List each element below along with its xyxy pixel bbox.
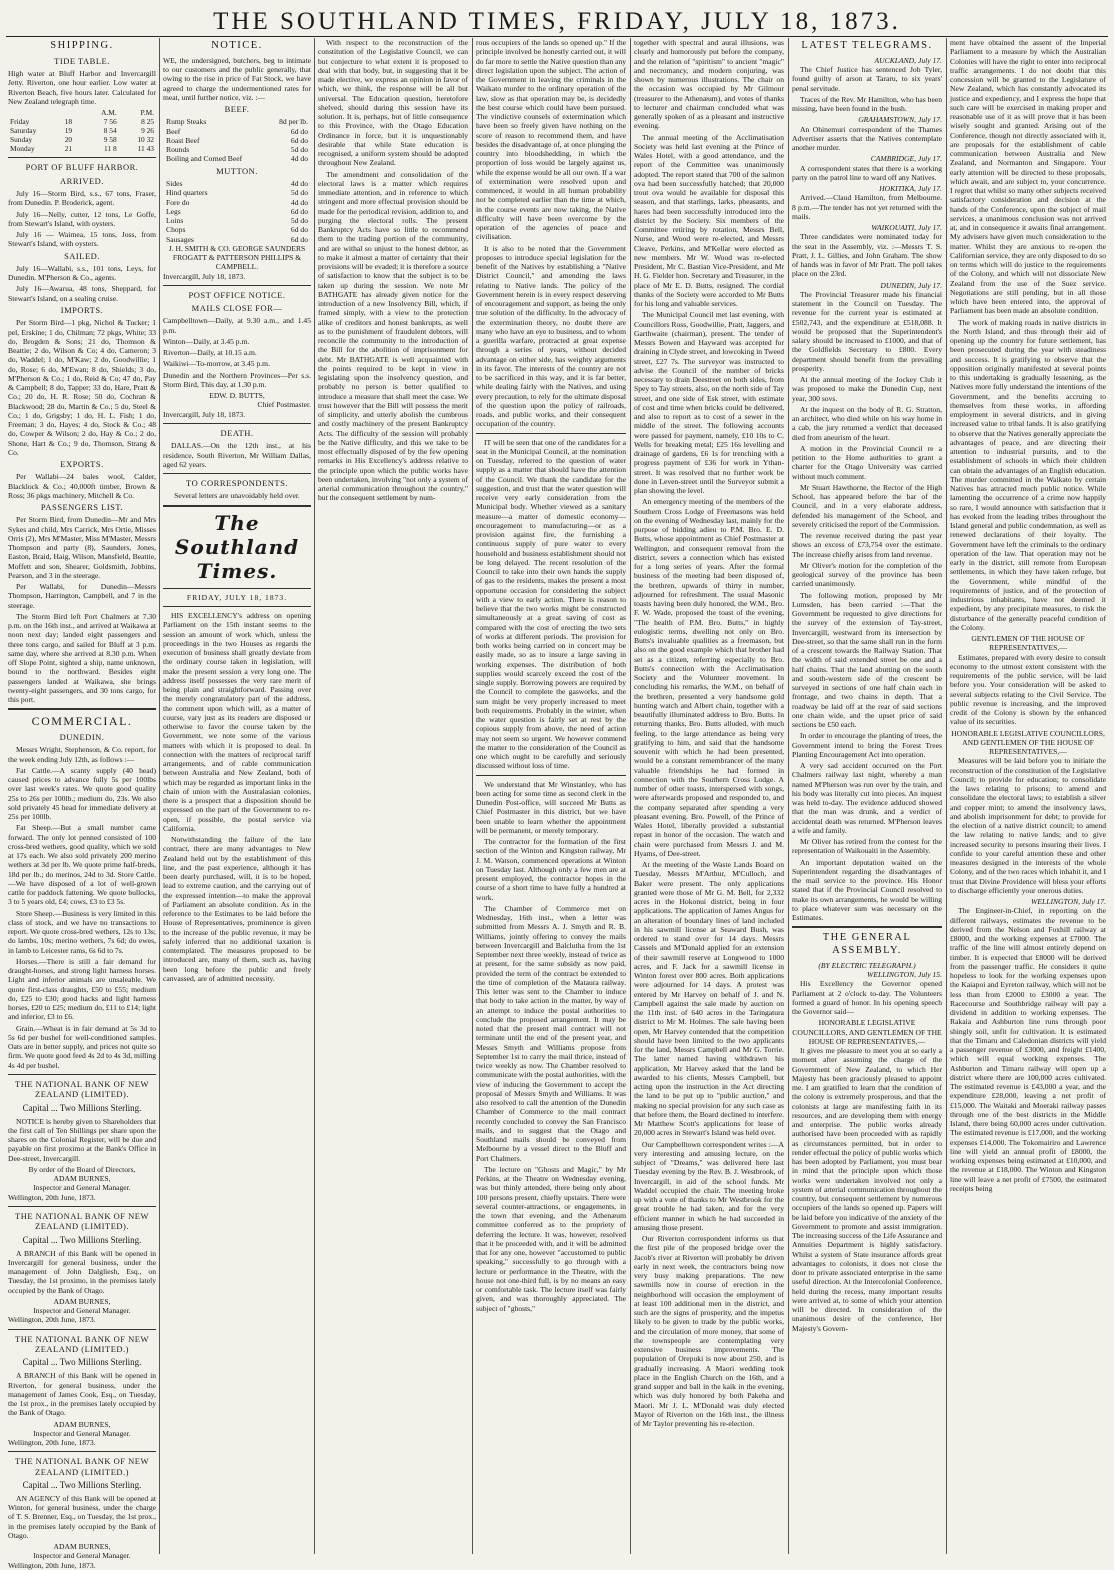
price-row: Rounds 5d do bbox=[166, 145, 308, 155]
price-row: Loins 5d do bbox=[166, 216, 308, 226]
telegram-item: An Ohinemuri correspondent of the Thames Advertiser asserts that the Natives contemplate another murder. bbox=[792, 124, 942, 153]
telegram-item: Mr Oliver has retired from the contest for the representation of Waikouaiti in the Assembly. bbox=[792, 837, 942, 856]
bank-ad-signer: ADAM BURNES, bbox=[53, 1296, 111, 1306]
news-item: The lecture on "Ghosts and Magic," by Mr Perkins, at the Theatre on Wednesday evening, was but thinly attended, there being only about 100 persons present, chiefly upstairs. There were several counter-attractions, or engagements, in the town that evening, and the Athenæum committee conferred as to the propriety of deferring the lecture. It was, however, resolved that it be proceeded with, and it will be admitted that for any one, however "accustomed to public speaking," successfully to go through with a lecture or performance in the Theatre, with the house not one-third full, is by no means an easy or comfortable task. The lecture itself was fairly given, and was thoroughly appreciated. The subject of "ghosts," bbox=[476, 1164, 626, 1313]
bank-ad-title: THE NATIONAL BANK OF NEW ZEALAND (LIMITED.) bbox=[15, 1456, 149, 1477]
column-divider bbox=[788, 38, 789, 1554]
post-office-sub: MAILS CLOSE FOR— bbox=[191, 303, 283, 314]
tide-row: Monday 21 11 8 11 43 bbox=[10, 144, 154, 154]
shipping-note: The Storm Bird left Port Chalmers at 7.30 p.m. on the 16th inst., and arrived at Waikawa at noon next day; landed eight passengers and three tons cargo, and sailed for Bluff at 3 p.m. same day, where she arrived at 8.30 p.m. When off Slope Point, sighted a ship, name unknown, bound to the northward. Besides eight passengers landed at Waikawa, she brings twenty-eight passengers, and 30 tons cargo, for this port. bbox=[8, 611, 156, 705]
news-item: Our Riverton correspondent informs us that the first pile of the proposed bridge over the Jacob's river at Riverton will probably be driven early in next week, the contractors being now very busy making preparations. The new sawmills now in course of erection in the neighborhood will occasion the employment of at least 100 additional men in the district, and such are the signs of prosperity, and the impetus likely to be given to trade by the public works, and the circulation of more money, that some of the townspeople are contemplating very extensive business improvements. The population of Orepuki is now about 250, and is gradually increasing. A Maori wedding took place in the English Church on the 16th, and a grand supper and ball in the kaik in the evening, which was duly honored by both Pakeha and Maori. Mr J. L. M'Donald was duly elected Mayor of Riverton on the 16th inst., the illness of Mr Taylor preventing his re-election. bbox=[634, 1234, 784, 1428]
bank-ad-signer-title: Inspector and General Manager. bbox=[33, 1306, 131, 1316]
mail-line: Winton—Daily, at 3.45 p.m. bbox=[163, 336, 250, 346]
notice-heading: NOTICE. bbox=[211, 40, 263, 51]
assembly-paragraph: The work of making roads in native districts in the North Island, and thus through their aid of opening up the country for future settlement, has been prosecuted during the year with steadiness and success. It is gratifying to observe that the opposition originally manifested at several points to this undertaking is gradually lessening, as the Natives more fully understand the intentions of the Government, and the benefits accruing to themselves from these works, in affording employment in several districts, and in giving increased value to tribal lands. It is also gratifying to observe that the Natives generally appreciate the advantages of peace, and are directing their attention to industrial pursuits, and to the establishment of schools in which their children can obtain the advantages of an English education. The murder committed in the Waikato by certain Natives has attracted much public notice. While lamenting the occurrence of a crime now happily so rare, I would announce with satisfaction that it has evoked from the leading tribes throughout the Island general and public condemnation, as well as renewed declarations of their loyalty. The Government have left the criminals to the ordinary operation of the law. That operation may not be early in the district, still remote from European settlements, in which they have taken refuge, but the Government, while mindful of the requirements of justice, and of the protection of industrious inhabitants, have not deemed it expedient, by any precipitate measures, to risk the disturbance of the generally peaceful condition of the Colony. bbox=[950, 317, 1106, 632]
bank-ad bbox=[8, 1211, 156, 1325]
price-row: Sausages 6d do bbox=[166, 234, 308, 244]
price-row: Rump Steaks 8d per lb. bbox=[166, 117, 308, 127]
mail-line: Dunedin and the Northern Provinces—Per s.s. Storm Bird, This day, at 1.30 p.m. bbox=[163, 370, 311, 389]
editorial-paragraph: HIS EXCELLENCY's address on opening Parliament on the 15th instant seems to the session an amount of work which, unless the proceedings in the two Houses as regards the execution of business shall greatly deviate from the ordinary course taken in legislation, will make the present session a very long one. The address itself possesses the very rare merit of being plain and straightforward. Passing over the merely congratulatory part of the address, the comment upon which will, as a matter of course, vary just as its readers are disposed or otherwise to favor the course taken by the Government, we note some of the various matters with which it is proposed to deal. In connection with the matters of reciprocal tariff arrangements, and of cable communication between Australia and New Zealand, both of which may be regarded as important links in the chain of union with the Australasian colonies, there is a prospect that a disposition should be expressed on the part of the Government to re-open, if possible, the postal service via California. bbox=[163, 611, 311, 833]
price-row: Fore do 4d do bbox=[166, 197, 308, 207]
price-row: Sides 4d do bbox=[166, 179, 308, 189]
bank-ad-capital: Capital ... Two Millions Sterling. bbox=[22, 1357, 142, 1368]
column-6 bbox=[792, 38, 942, 1554]
bank-ad-capital: Capital ... Two Millions Sterling. bbox=[22, 1479, 142, 1490]
notice-body: WE, the undersigned, butchers, beg to intimate to our customers and the public generally, that owing to the rise in price of Fat Stock, we have agreed to charge the undermentioned rates for meat, until further notice, viz. :— bbox=[163, 55, 311, 102]
mail-line: Campbelltown—Daily, at 9.30 a.m., and 1.45 p.m. bbox=[163, 316, 311, 335]
correspondents-note: Several letters are unavoidably held over. bbox=[174, 491, 300, 501]
mail-line: Waikiwi—To-morrow, at 3.45 p.m. bbox=[163, 359, 270, 369]
telegrams-heading: LATEST TELEGRAMS. bbox=[801, 40, 933, 51]
bank-ad-title: THE NATIONAL BANK OF NEW ZEALAND (LIMITED.) bbox=[15, 1333, 149, 1354]
passengers-label: PASSENGERS LIST. bbox=[40, 502, 124, 513]
price-row: Beef 6d do bbox=[166, 126, 308, 136]
masthead-rule bbox=[6, 36, 1108, 37]
passengers-text: Per Storm Bird, from Dunedin—Mr and Mrs Sykes and child, Mrs Carrick, Mrs Ortie, Misses Orris (2), Mrs M'Master, Miss M'Master, Messrs Thompson and party (8), Saunders, Jones, Easton, Braid, Haig, Wilson, Mansfield, Beattie, Moffett and son, Shearer, Goldsmith, Jobbins, Pearson, and 3 in the steerage. bbox=[8, 515, 156, 580]
mail-line: Riverton—Daily, at 10.15 a.m. bbox=[163, 348, 257, 358]
price-row: Chops 6d do bbox=[166, 225, 308, 235]
assembly-heading: THE GENERAL ASSEMBLY. bbox=[822, 932, 912, 957]
editorial-paragraph: The amendment and consolidation of the electoral laws is a matter which requires immediate attention, and in reference to which stringent and more effectual provision should be made for the periodical revision, addition to, and purging the electoral rolls. The present Bankruptcy Acts have so little to recommend them to the trading portion of the community, and are withal so unjust to the honest debtor, as to make it almost a matter of certainty that their provisions will be evaded; it is therefore a source of satisfaction to know that the subject is to be taken up during the session. We note Mr BATHGATE has already given notice for the introduction of a new Insolvency Bill, which, if framed simply, with a view to the protection alike of creditors and honest bankrupts, as well as to the punishment of fraudulent debtors, will reconcile the community to the introduction of the Bill for the abolition of imprisonment for debt. Mr BATHGATE is well acquainted with the points required to be kept in view in legislating upon the insolvency question, and probably no person is better qualified to introduce a measure that shall meet the case. We trust however that the Bill will possess the merit of simplicity, and utterly abolish the cumbrous and costly machinery of the present Bankruptcy Acts. The difficulty of the session will probably be the Native difficulty, and this we take to be most effectually disposed of by the few opening remarks in His Excellency's address relative to the principle upon which the public works have been undertaken, involving "not only a system of arterial communication throughout the country," but the consequent settlement by num- bbox=[318, 169, 468, 503]
death-heading: DEATH. bbox=[220, 427, 254, 438]
passengers-text-2: Per Wallabi, for Dunedin—Messrs Thompson, Harrington, Campbell, and 7 in the steerage. bbox=[8, 582, 156, 610]
death-notice: DALLAS.—On the 12th inst., at his residence, South Riverton, Mr William Dallas, aged 62 years. bbox=[163, 441, 311, 469]
telegram-item: In order to encourage the planting of trees, the Government intend to bring the Forest Trees Planting Encouragement Act into operation. bbox=[792, 731, 942, 759]
post-office-heading: POST OFFICE NOTICE. bbox=[188, 289, 286, 300]
assembly-dateline: WELLINGTON, July 15. bbox=[867, 970, 942, 980]
news-item: The Chamber of Commerce met on Wednesday, 16th inst., when a letter was submitted from Messrs A. J. Smyth and R. B. Williams, jointly offering to convey the mails between Invercargill and Balclutha from the 1st September next three weekly, instead of twice as at present, for the same subsidy as now paid, provided the term of the contract be extended to the time of completion of the Mataura railway. This letter was sent to the Chamber to induce that body to take action in the matter, by way of an attempt to induce the postal authorities to conclude the proposed arrangement. It may be noted that the present mail contract will not terminate until the end of the present year, and Messrs Smyth and Williams propose from September 1st to carry the mail thrice, instead of twice weekly as now. The Chamber resolved to communicate with the postal authorities, with the view of inducing the Government to accept the proposal of Messrs Smyth and Williams. It was also resolved to call the attention of the Dunedin Chamber of Commerce to the mail contract recently concluded to convey the San Francisco mails, and to suggest that the Otago and Southland mails should be conveyed from Melbourne by a vessel direct to the Bluff and Port Chalmers. bbox=[476, 903, 626, 1163]
post-office-date: Invercargill, July 18, 1873. bbox=[163, 409, 246, 419]
column-3 bbox=[318, 38, 468, 1554]
column-1 bbox=[8, 38, 157, 1570]
bank-ad-date: Wellington, 20th June, 1873. bbox=[8, 1192, 96, 1202]
bank-ad-signer-title: Inspector and General Manager. bbox=[33, 1551, 131, 1561]
arrival-item: July 16 — Waimea, 15 tons, Joss, from Stewart's Island, with oysters. bbox=[8, 230, 156, 249]
arrival-item: July 16—Storm Bird, s.s., 67 tons, Fraser, from Dunedin. P. Broderick, agent. bbox=[8, 189, 156, 208]
assembly-address: HONORABLE LEGISLATIVE COUNCILLORS, AND GENTLEMEN OF THE HOUSE OF REPRESENTATIVES,— bbox=[792, 1018, 942, 1046]
tide-row: Saturday 19 8 54 9 26 bbox=[10, 126, 154, 136]
assembly-paragraph: The Engineer-in-Chief, in reporting on the different railways, estimates the revenue to be derived from the Nelson and Foxhill railway at £8000, and the working expenses at £7000. The traffic of the line will almost entirely depend on timber. It is expected that £8000 will be derived from the passenger traffic. He considers it quite hopeless to look for the working expenses upon the Kaiapoi and Eyreton railway, which will not be less than from £2000 to £3000 a year. The Racecourse and Southbridge railway will pay a dividend in addition to working expenses. The Rakaia and Ashburton line runs through poor shingly soil, unfit for cultivation. It is estimated that the Timaru and Caledonian districts will yield a passenger revenue of £3000, and freight £1400, which will equal working expenses. The Ashburton and Timaru railway will open up a district where there are 100,000 acres cultivated. The estimated revenue is £43,000 a year, and the expenditure £28,000, leaving a net profit of £15,000. The Waitaki and Moeraki railway passes through one of the best districts in the Middle Island, there being 60,000 acres under cultivation. The estimated revenue is £17,000, and the working expenses £14,000. The Tokomairiro and Lawrence line will yield an annual profit of £8000, the working expenses being estimated at £10,000, and the revenue at £18,000. The Winton and Kingston line will leave a net profit of £7500, the estimated receipts being bbox=[950, 906, 1106, 1193]
assembly-paragraph: Measures will be laid before you to initiate the reconstruction of the constitution of the Legislative Council; to provide for education; to consolidate the laws relating to prisons; to amend and consolidate the electoral laws; to establish a silver and copper mint; to amend the insolvency laws, and abolish imprisonment for debt; to provide for the election of a native district council; to amend the law relating to native lands; and to give increased security to persons insuring their lives. I confide to your careful attention these and other measures designed in the interests of the whole Colony, and of the two races which inhabit it, and I trust that Divine Providence will bless your efforts to discharge efficiently your onerous duties. bbox=[950, 756, 1106, 895]
column-divider bbox=[314, 38, 315, 1554]
post-office-signer-title: Chief Postmaster. bbox=[257, 400, 311, 410]
telegram-place: CAMBRIDGE, July 17. bbox=[870, 154, 942, 164]
bank-ad bbox=[8, 1456, 156, 1570]
price-row: Legs 6d do bbox=[166, 206, 308, 216]
tide-row: Sunday 20 9 58 10 32 bbox=[10, 135, 154, 145]
sailed-item: July 16—Wallabi, s.s., 101 tons, Leys, for Dunedin. M'Pherson & Co., agents. bbox=[8, 263, 156, 283]
telegram-place: GRAHAMSTOWN, July 17. bbox=[858, 115, 942, 125]
column-5 bbox=[634, 38, 784, 1554]
paper-nameplate: The Southland Times. bbox=[174, 510, 300, 584]
beef-price-table bbox=[163, 117, 311, 163]
newspaper-title: THE SOUTHLAND TIMES, FRIDAY, JULY 18, 1873. bbox=[213, 8, 901, 35]
telegram-place: DUNEDIN, July 17. bbox=[880, 280, 942, 290]
tide-row: Friday 18 7 56 8 25 bbox=[10, 117, 154, 127]
telegram-item: An important deputation waited on the Superintendent regarding the disadvantages of the mail service to the province. His Honor stated that if the Provincial Council resolved to make its own arrangements, he would be willing to place whatever sum was necessary on the Estimates. bbox=[792, 857, 942, 923]
telegram-item: Three candidates were nominated today for the seat in the Assembly, viz. :—Messrs T. S. Pratt, J. L. Gillies, and John Graham. The show of hands was in favor of Mr Pratt. The poll takes place on the 23rd. bbox=[792, 232, 942, 279]
bank-ad-body: A BRANCH of this Bank will be opened in Riverton, for general business, under the management of James Cook, Esq., on Tuesday, the 1st prox., in the premises lately occupied by the Bank of Otago. bbox=[8, 1371, 156, 1418]
telegram-item: Mr Oliver's motion for the completion of the geological survey of the province has been carried unanimously. bbox=[792, 560, 942, 589]
telegram-item: A correspondent states that there is a working party on the patrol line to ward off any Natives. bbox=[792, 163, 942, 182]
bank-ad-body: NOTICE is hereby given to Shareholders that the first call of Ten Shillings per share upon the shares on the Colonial Register, will be due and payable on first proximo at the Bank's Office in Dee-street, Invercargill. bbox=[8, 1116, 156, 1163]
arrived-label: ARRIVED. bbox=[60, 175, 104, 186]
tide-table bbox=[8, 108, 156, 153]
assembly-address: HONORABLE LEGISLATIVE COUNCILLORS, AND GENTLEMEN OF THE HOUSE OF REPRESENTATIVES,— bbox=[951, 728, 1105, 756]
mutton-label: MUTTON. bbox=[216, 165, 258, 176]
news-item: At the meeting of the Waste Lands Board on Tuesday, Messrs M'Arthur, M'Culloch, and Baker were present. The only applications granted were those of Mr G. M. Bell, for 2,332 acres in the Hokonui district, being in four applications. The application of James Angus for an alteration of boundary lines of land included in his sawmill license at Seaward Bush, was ordered to stand over for 14 days. Messrs Cassels and M'Donald applied for an extension of their sawmill reserve at Longwood to 1000 acres, and F. Jack for a sawmill license in Winton forest over 800 acres. Both applications were adjourned for 14 days. A protest was entered by Mr Harvey on behalf of J. and N. Campbell against the sale made by auction on the 11th inst. of 640 acres in the Taringatura district to Mr M. Holmes. The sale having been open, Mr Harvey contended that the competition should have been limited to the two applicants for the land, Messrs Campbell and Mr G. Torrie. The latter named having withdrawn his application, Mr Harvey asked that the land be awarded to his clients, Messrs Campbell, but acting upon the instruction in the Act directing the land to be put up to "public auction," and making no special provision for any such case as that before them, the Board declined to interfere. Mr Matthew Scott's applications for lease of 20,000 acres in Stewart's Island was held over. bbox=[634, 860, 784, 1138]
column-7 bbox=[950, 38, 1106, 1554]
telegram-item: Traces of the Rev. Mr Hamilton, who has been missing, have been found in the bush. bbox=[792, 94, 942, 114]
telegram-place: HOKITIKA, July 17. bbox=[879, 184, 942, 194]
column-divider bbox=[472, 38, 473, 1554]
telegram-item: The Chief Justice has sentenced Job Tyler, found guilty of arson at Tararu, to six years' penal servitude. bbox=[792, 65, 942, 93]
telegram-item: Arrived.—Claud Hamilton, from Melbourne. 8 p.m.—The tender has not yet returned with the mails. bbox=[792, 193, 942, 221]
news-item: An emergency meeting of the members of the Southern Cross Lodge of Freemasons was held on the evening of Wednesday last, mainly for the purpose of bidding adieu to P.M. Bro. E. D. Butts, whose appointment as Chief Postmaster at Wellington, and consequent removal from the district, severs a connection which has existed for a long series of years. After the formal business of the meeting had been disposed of, the brethren, upwards of thirty in number, adjourned for refreshment. The usual Masonic toasts having been duly honored, the W.M., Bro. F. W. Wade, proposed the toast of the evening, "The health of P.M. Bro. Butts," in highly eulogistic terms, dwelling not only on Bro. Butts's invaluable qualities as a freemason, but also on the good example which that brother had set as a citizen, referring especially to Bro. Butts's connection with the Acclimatisation Society and the Volunteer movement. In concluding his remarks, the W.M., on behalf of the brethren, presented a very handsome gold hunting watch and Albert chain, together with a beautifully illuminated address to Bro. Butts. In returning thanks, Bro. Butts alluded, with much feeling, to the large attendance as being very gratifying to him, and said that the handsome souvenir with which he had been presented, would be a constant remembrancer of the many valuable friendships he had formed in connection with the Southern Cross Lodge. A number of other toasts, interspersed with songs, were afterwards proposed and responded to, and the company separated after spending a very pleasant evening. Bro. Powell, of the Prince of Wales Hotel, liberally provided a substantial repast in honor of the occasion. The watch and chain were purchased from Messrs J. and M. Hyams, of Dee-street. bbox=[634, 497, 784, 858]
shipping-heading: SHIPPING. bbox=[50, 40, 114, 51]
commercial-intro: Messrs Wright, Stephenson, & Co. report, for the week ending July 12th, as follows :— bbox=[8, 745, 156, 764]
imports-text: Per Storm Bird—1 pkg, Nichol & Tucker; 1 pel, Erskine; 1 do, Chilman; 72 pkgs, White; 33 do, Brogden & Sons; 21 do, Thomson & Beattie; 2 do, Wilson & Co; 4 do, Cameron; 3 do, Waddel; 1 do, M'Kaw; 2 do, Goodwillie; 1 do, Rose; 6 do, M'Ewan; 8 do, Shields; 3 do, M'Pherson & Co.; 1 do, Reid & Co; 47 do, Pay & Campbell; 8 do, Tapper; 33 do, Hare, Pratt & Co.; 20 do, H. R. Rose; 50 do, Cochran & Blackwood; 28 do, Martin & Co.; 5 do, Steel & Co.; 1 do, Grigsby; 1 do, H. L. Fish; 1 do, Freeman; 3 do, Hayes; 4 do, Stock & Co.; 48 do, Cowper & Wilson; 2 do, Hay & Co.; 2 do, Shone, Hart & Co.; 9 do, Thomson, Strang & Co. bbox=[8, 318, 156, 457]
water-supply-article: IT will be seen that one of the candidates for a seat in the Municipal Council, at the nomination on Tuesday, referred to the question of water supply as a matter that should have the attention of the Council. We thank the candidate for the suggestion, and trust that the water question will receive very early consideration from the Municipal body. Whether viewed as a sanitary measure—a matter of domestic economy—encouragement to manufacturing—or as a provision against fire, the furnishing a continuous supply of pure water to every household and business establishment should not be long delayed. The recent resolution of the Council to take into their own hands the supply of gas to the residents, makes the present a most opportune occasion for considering the subject with a view to early action. There is reason to believe that the two works might be constructed simultaneously at a great saving of cost as compared with the cost of erecting the two sets of works at different periods. The provision for both works being carried on in concert may be easily made, so as to insure a large saving in working expenses. The distribution of both supplies would scarcely exceed the cost of the single supply. Borrowing powers are required by the Council to complete the gasworks, and the sum might be very properly increased to meet both requirements. Probably in the winter, when the water question is fairly set at rest by the copious supply from above, the need of action may not seem so urgent. We however commend the matter to the consideration of the Council as one which ought to be carefully and seriously discussed without loss of time. bbox=[476, 437, 626, 771]
telegram-item: At the inquest on the body of R. G. Stratton, an architect, who died while on his way home in a cab, the jury returned a verdict that deceased died from aneurism of the heart. bbox=[792, 404, 942, 442]
editorial-paragraph: With respect to the reconstruction of the constitution of the Legislative Council, we can but conjecture to what extent it is proposed to deal with that body, but, in suggesting that it be made elective, we express an opinion in favor of which, we think, the response will be all but universal. The Education question, heretofore shelved, should during this session have its solution. It is, perhaps, but of little consequence to this Province, with the Otago Education Ordinance in force, but it is unquestionably desirable that while State education is recognised, a uniform system should be adopted throughout New Zealand. bbox=[318, 38, 468, 168]
arrival-item: July 16—Nelly, cutter, 12 tons, Le Goffe, from Stewart's Island, with oysters. bbox=[8, 209, 156, 228]
telegram-item: Mr Stuart Hawthorne, the Rector of the High School, has appeared before the bar of the Council, and in a very elaborate address, defended his management of the School, and severely criticised the report of the Commission. bbox=[792, 482, 942, 529]
post-office-signer: EDW. D. BUTTS, bbox=[209, 391, 265, 401]
assembly-byline: (BY ELECTRIC TELEGRAPH.) bbox=[818, 960, 916, 970]
news-item: together with spectral and aural illusions, was clearly and humorously put before the company, and the relation of "spiritism" to ancient "magic" and necromancy, and modern conjuring, was shown by numerous illustrations. The chair on the occasion was occupied by Mr Gilmour (treasurer to the Athenæum), and votes of thanks to lecturer and chairman concluded what was generally spoken of as a pleasant and instructive evening. bbox=[634, 38, 784, 131]
commercial-heading: COMMERCIAL. bbox=[31, 714, 133, 729]
news-item: We understand that Mr Winstanley, who has been acting for some time as second clerk in the Dunedin Post-office, will succeed Mr Butts as Chief Postmaster in this district, but we have been unable to learn whether the appointment will be permanent, or merely temporary. bbox=[476, 779, 626, 835]
fat-sheep-report: Fat Sheep.—But a small number came forward. The only lot penned consisted of 100 cross-bred wethers, good quality, which we sold at 17s each. We also sold privately 200 merino wethers at 3d per lb. We quote prime half-breds, 18d per lb.; do merinos, 24d to 3d. Store Cattle.—We have disposed of a lot of well-grown cattle for paddock fattening. We quote bullocks, 3 to 5 years old, £4; cows, £3 to £3 5s. bbox=[8, 823, 156, 907]
grain-report: Grain.—Wheat is in fair demand at 5s 3d to 5s 6d per bushel for well-conditioned samples. Oats are in better supply, and prices not quite so firm. We quote good feed 4s 2d to 4s 3d, milling 4s 4d per bushel. bbox=[8, 1023, 156, 1070]
assembly-paragraph: ment have obtained the assent of the Imperial Parliament to a measure by which the Australian Colonies will have the right to enter into reciprocal traffic arrangements. I do not doubt that this concession will be granted to the Legislature of New Zealand, which has constantly advocated its justice and expediency, and I express the hope that such care will be exercised in making proper and reasonable use of it as will prove that it has been wisely sought and granted. Arising out of the Conference, though not directly associated with it, are proposals for the establishment of cable communication between Australia and New Zealand, and Normanton and Singapore. Your early attention will be directed to these proposals, which await, and are subject to, your concurrence. I regret that whilst so many other subjects received satisfactory consideration and decision at the hands of the Conference, upon the subject of mail services, a unanimous conclusion was not arrived at, and in consequence it awaits final arrangement. My advisers have given much consideration to the matter. Whilst they are anxious to re-open the Californian service, they are only disposed to do so on terms which will do justice to the requirements of the Colony, and which will not dissociate New Zealand from the use of the Suez service. Negotiations are still pending, but in all those which have been entered into, the approval of Parliament has been made an absolute condition. bbox=[950, 38, 1106, 316]
store-sheep-report: Store Sheep.—Business is very limited in this class of stock, and we have no transactions to report. We quote cross-bred wethers, 12s to 13s; do lambs, 10s; merino wethers, 7s 6d; do ewes, in lamb to Leicester rams, 6s 6d to 7s. bbox=[8, 908, 156, 955]
bank-ad-signer: ADAM BURNES, bbox=[53, 1174, 111, 1184]
editorial-paragraph: It is also to be noted that the Government proposes to introduce special legislation for the benefit of the Natives by establishing a "Native District Council," and amending the laws relating to Native lands. The policy of the Government herein is in every respect deserving of encouragement and support, as being the only true solution of the difficulty. In the advocacy of the extermination theory, no doubt there are many who have an eye to business, and to whom a guerilla warfare, protracted at great expense through a series of years, without decided advantage on either side, has weighty arguments in its favor. The interests of the country are not to be sacrificed in this way, and it is far better, while dealing fairly with the Natives, and using every precaution, to rely for the ultimate disposal of the question upon the policy of railroads, roads, and public works, and their consequent occupation of the country. bbox=[476, 243, 626, 429]
bank-ad bbox=[8, 1079, 156, 1202]
correspondents-heading: TO CORRESPONDENTS. bbox=[186, 478, 288, 489]
column-divider bbox=[159, 38, 160, 1554]
news-item: The annual meeting of the Acclimatisation Society was held last evening at the Prince of Wales Hotel, with a good attendance, and the report of the Committee was unanimously adopted. The report stated that 700 of the salmon ova had been successfully hatched; that 20,000 trout ova would be available for disposal this season, and that starlings, larks, pheasants, and hares had been successfully introduced into the district by the Society. Six members of the Committee retiring by rotation, Messrs Bell, Nurse, and Wood were re-elected, and Messrs Cleave, Perkins, and M'Kellar were elected as new members. Mr W. Wood was re-elected President, Mr C. Bastian Vice-President, and Mr H. G. Fielder hon. Secretary and Treasurer, in the place of Mr E. D. Butts, resigned. The cordial thanks of the Society were accorded to Mr Butts for his long and valuable services. bbox=[634, 132, 784, 308]
bank-ad-date: Wellington, 20th June, 1873. bbox=[8, 1560, 96, 1570]
port-heading: PORT OF BLUFF HARBOR. bbox=[25, 162, 139, 173]
telegram-item: A motion in the Provincial Council re a petition to the Home authorities to grant a charter for the Otago University was carried without much comment. bbox=[792, 443, 942, 481]
tide-intro: High water at Bluff Harbor and Invercargill Jetty. Riverton, one hour earlier. Low water at Riverton Beach, five hours later. Calculated for New Zealand telegraph time. bbox=[8, 69, 156, 106]
bank-ad-signer-title: Inspector and General Manager. bbox=[33, 1183, 131, 1193]
bank-ad-date: Wellington, 20th June, 1873. bbox=[8, 1315, 96, 1325]
sailed-item: July 16—Awarua, 48 tons, Sheppard, for Stewart's Island, on a sealing cruise. bbox=[8, 284, 156, 303]
assembly-address: GENTLEMEN OF THE HOUSE OF REPRESENTATIVES,— bbox=[971, 634, 1085, 653]
bank-ad-body: AN AGENCY of this Bank will be opened at Winton, for general business, under the charge of T. S. Brenner, Esq., on Tuesday, the 1st prox., in the premises lately occupied by the Bank of Otago. bbox=[8, 1493, 156, 1540]
bank-ad-title: THE NATIONAL BANK OF NEW ZEALAND (LIMITED). bbox=[15, 1210, 149, 1232]
news-item: The Municipal Council met last evening, with Councillors Ross, Goodwillie, Pratt, Jaggers, and Garthwaite (chairman), present. The tender of Messrs Bowen and Hayward was accepted for draining in Clyde street, and lowcoking in Tweed street, £27 7s. The surveyor was instructed to advise the Council of the number of bricks necessary to drain Deestreet on both sides, from Spey to Tay streets, also, on the north side of Tay street, and one side of Esk street, with estimate of cost and time when bricks could be delivered, and also to report as to cost of a sewer in the middle of the street. The following accounts were passed for payment, namely, £10 10s to C. Wells for breaking metal; £25 16s levelling and drainage of gardens, £6 1s for trenching with a progress payment of £36 for work in Ythan-street. It was resolved that no further work be done in Leven-street until the Surveyor submit a plan showing the level. bbox=[634, 310, 784, 495]
column-divider bbox=[630, 38, 631, 1554]
editorial-paragraph: Notwithstanding the failure of the late contract, there are many advantages to New Zealand held out by the establishment of this line, and the past experience, although it has been dearly purchased, will, it is to be hoped, lead to extreme caution, and the carrying out of the expressed intention—to make the approval of Parliament an absolute condition. As in the reference to the Estimates to be laid before the House of Representatives, prominence is given to the increase of the public revenue, it may be safely inferred that no additional taxation is contemplated. The measures proposed to be introduced are, many of them, such as, having been long before the public and freely canvassed, are of admitted necessity. bbox=[163, 835, 311, 983]
bank-ad bbox=[8, 1334, 156, 1448]
bank-ad-capital: Capital ... Two Millions Sterling. bbox=[22, 1102, 142, 1113]
editorial-paragraph: rous occupiers of the lands so opened up." If the principle involved be honestly carried out, it will do far more to settle the Native question than any direct legislation upon the subject. The action of the Government in leaving the criminals in the Waikato murder to the ordinary operation of the law, slow as that operation may be, is decidedly the best course which could have been pursued. The vindictive counsels of extermination which have been so freely given have nothing on the score of reason to recommend them, and have besides the disadvantage of, at once plunging the country into bloodshedding, in which the proportion of loss would be largely against us, while the expense would be all our own. If a war of extermination were resolved upon and commenced, it would in all human probability not be completed earlier than the time at which, in the course events are now taking, the Native difficulty will have been overcome by the operation of the agencies of peace and civilisation. bbox=[476, 38, 626, 242]
bank-ad-signer: ADAM BURNES, bbox=[53, 1419, 111, 1429]
bank-ad-capital: Capital ... Two Millions Sterling. bbox=[22, 1234, 142, 1245]
bank-ad-title: THE NATIONAL BANK OF NEW ZEALAND (LIMITED). bbox=[15, 1078, 149, 1100]
price-row: Boiling and Corned Beef 4d do bbox=[166, 154, 308, 164]
tide-header-row: A.M. P.M. bbox=[101, 108, 154, 118]
telegram-place: WAIKOUAITI, July 17. bbox=[871, 223, 942, 233]
exports-label: EXPORTS. bbox=[60, 459, 104, 469]
column-2 bbox=[163, 38, 311, 1554]
column-4 bbox=[476, 38, 626, 1554]
bank-ad-signer-title: Inspector and General Manager. bbox=[33, 1428, 131, 1438]
bank-ad-by-order: By order of the Board of Directors, bbox=[28, 1164, 136, 1174]
imports-label: IMPORTS. bbox=[60, 304, 104, 315]
bank-ad-body: A BRANCH of this Bank will be opened in Invercargill for general business, under the management of John Dalgliesh, Esq., on Tuesday, the 1st proximo, in the premises lately occupied by the Bank of Otago. bbox=[8, 1248, 156, 1295]
price-row: Roast Beef 6d do bbox=[166, 135, 308, 145]
telegram-item: The Provincial Treasurer made his financial statement in the Council on Tuesday. The revenue for the current year is estimated at £502,743, and the expenditure at £518,088. It would be proposed that the Superintendent's salary should be increased to £1000, and that of the Goldfields Secretary to £800. Every department should benefit from the prevailing prosperity. bbox=[792, 289, 942, 373]
assembly-paragraph: His Excellency the Governor opened Parliament at 2 o'clock to-day. The Volunteers formed a guard of honor. In his opening speech the Governor said— bbox=[792, 979, 942, 1017]
telegram-item: The revenue received during the past year shows an excess of £73,754 over the estimate. The increase chiefly arises from land revenue. bbox=[792, 531, 942, 559]
sailed-label: SAILED. bbox=[64, 250, 100, 261]
tide-table-heading: TIDE TABLE. bbox=[54, 55, 110, 66]
telegram-place: AUCKLAND, July 17. bbox=[874, 55, 942, 65]
bank-ad-date: Wellington, 20th June, 1873. bbox=[8, 1438, 96, 1448]
editorial-date: FRIDAY, JULY 18, 1873. bbox=[186, 592, 288, 602]
fat-cattle-report: Fat Cattle.—A scanty supply (40 head) caused prices to advance fully 5s per 100lbs over last week's rates. We quote good quality 25s to 26s per 100lb.; medium do, 23s. We also sold privately 45 head for immediate delivery at 25s per 100lb. bbox=[8, 765, 156, 822]
mutton-price-table bbox=[163, 179, 311, 244]
telegram-item: A very sad accident occurred on the Port Chalmers railway last night, whereby a man named M'Pherson was run over by the train, and his body was literally cut into pieces. An inquest was held to-day. The evidence adduced showed that the man was drunk, and a verdict of accidental death was returned. M'Pherson leaves a wife and family. bbox=[792, 761, 942, 835]
column-divider bbox=[946, 38, 947, 1554]
beef-label: BEEF. bbox=[224, 104, 250, 115]
notice-signers: J. H. SMITH & CO. GEORGE SAUNDERS FROGATT & PATTERSON PHILLIPS & CAMPBELL. bbox=[168, 243, 306, 272]
telegram-item: At the annual meeting of the Jockey Club it was proposed to make the Dunedin Cup, next year, 300 sovs. bbox=[792, 375, 942, 403]
news-item: Our Campbelltown correspondent writes :—A very interesting and amusing lecture, on the subject of "Dreams," was delivered here last Tuesday evening by the Rev. B. J. Westbrook, of Invercargill, in aid of the school funds. Mr Waddel occupied the chair. The meeting broke up with a vote of thanks to Mr Westbrook for the great trouble he had taken, and for the very efficient manner in which he had succeeded in amusing those present. bbox=[634, 1139, 784, 1232]
assembly-dateline: WELLINGTON, July 17. bbox=[1031, 897, 1106, 906]
horses-report: Horses.—There is still a fair demand for draught-horses, and strong light harness horses. Light and inferior animals are unsaleable. We quote first-class draughts, £50 to £55; medium do, £25 to £30; good hacks and light harness horses, £20 to £25; medium do, £11 to £14; light and inferior, £3 to £6. bbox=[8, 956, 157, 1022]
exports-text: Per Wallabi—24 bales wool, Calder, Blacklock & Co.; 40,000ft timber, Brown & Ross; 36 pkgs machinery, Mitchell & Co. bbox=[8, 472, 156, 500]
assembly-paragraph: It gives me pleasure to meet you at so early a moment after assuming the charge of the Government of New Zealand, to which Her Majesty has been graciously pleased to appoint me. I am gratified to learn that the condition of the colony is extremely prosperous, and that the colonists at large are manifesting faith in its resources, and are developing them with energy and enterprise. The public works already authorised have been proceeded with as rapidly as circumstances permitted, but in order to render effectual the policy of public works which has been adopted by Parliament, you must bear in mind that the principle upon which those works were undertaken involved not only a system of arterial communication throughout the country, but consequent settlement by numerous occupiers of the lands so opened up. Papers will be laid before you indicative of the anxiety of the Government to promote and assist immigration. The increasing success of the Life Assurance and Annuities Department is highly satisfactory. Whilst a system of State insurance affords great advantages to colonists, it does not close the door to private associated enterprise in the same useful direction. At the Intercolonial Conference, held during the recess, many important results were arrived at, to some of which your attention will be directed. In consideration of the unanimous desire of the conference, Her Majesty's Govern- bbox=[792, 1046, 942, 1333]
assembly-paragraph: Estimates, prepared with every desire to consult economy to the utmost extent consistent with the requirements of the public service, will be laid before you. Your consideration will be asked to several subjects relating to the Civil Service. The public revenue is increasing, and the improved credit of the Colony is shown by the enhanced value of its securities. bbox=[950, 652, 1106, 727]
news-item: The contractor for the formation of the first section of the Winton and Kingston railway, Mr J. M. Watson, commenced operations at Winton on Tuesday last. Although only a few men are at present employed, the contractor hopes in the course of a short time to have fully a hundred at work. bbox=[476, 837, 626, 902]
notice-date: Invercargill, July 18, 1873. bbox=[163, 271, 246, 281]
price-row: Hind quarters 5d do bbox=[166, 188, 308, 198]
commercial-sub: DUNEDIN. bbox=[59, 732, 105, 743]
bank-ad-signer: ADAM BURNES, bbox=[53, 1542, 111, 1552]
telegram-item: The following motion, proposed by Mr Lumsden, has been carried :—That the Government be requested to give directions for the survey of the extension of Tay-street, Invercargill, westward from its intersection by Dee-street, so that the same shall run in the form of a crescent towards the Railway Station. That the width of said extended street be one and a half chains. That the land abutting on the south and south-western side of the crescent be surveyed in sections of one half chain each in frontage, and two chains in depth. That a roadway be laid off at the rear of said sections one chain wide, and the upset price of said sections be £50 each. bbox=[792, 590, 942, 730]
